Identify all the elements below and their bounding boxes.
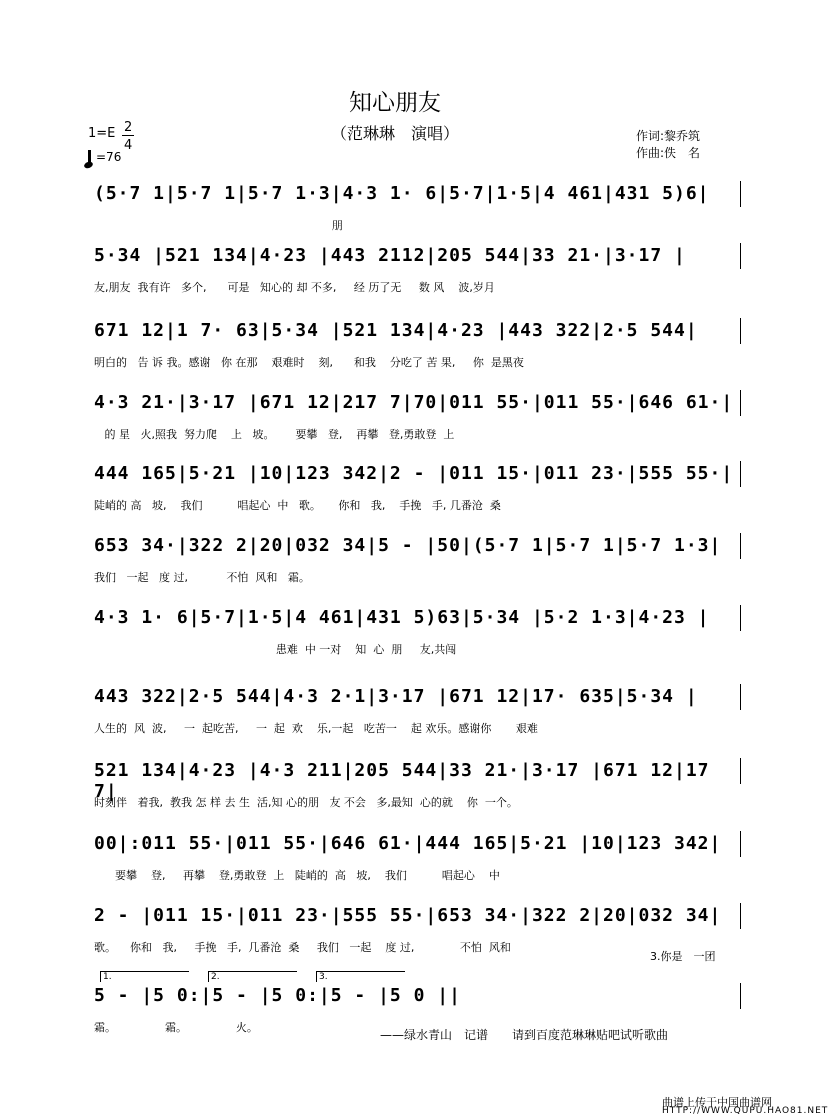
lyrics-row: 朋 [94, 219, 343, 232]
key-signature: 1=E [88, 126, 116, 141]
score-line [94, 183, 740, 253]
lyrics-row: 陡峭的 高 坡, 我们 唱起心 中 歌。 你和 我, 手挽 手, 几番沧 桑 [94, 499, 501, 512]
lyrics-row: 人生的 风 波, 一 起吃苦, 一 起 欢 乐,一起 吃苦一 起 欢乐。感谢你 艰难 [94, 722, 538, 735]
notation-row: 521 134|4·23 |4·3 211|205 544|33 21·|3·17 |671 12|17 7| [94, 760, 710, 802]
lyrics-row: 时刻伴 着我, 教我 怎 样 去 生 活,知 心的朋 友 不会 多,最知 心的就 你 一个。 [94, 796, 518, 809]
barline [740, 983, 741, 1009]
notation-row: (5·7 1|5·7 1|5·7 1·3|4·3 1· 6|5·7|1·5|4 461|431 5)6| [94, 183, 710, 204]
barline [740, 758, 741, 784]
score-line [94, 245, 740, 315]
barline [740, 831, 741, 857]
barline [740, 533, 741, 559]
song-title: 知心朋友 [349, 90, 441, 116]
score-line [94, 535, 740, 605]
volta-bracket: 2. [208, 971, 297, 982]
volta-bracket: 1. [100, 971, 189, 982]
notation-row: 653 34·|322 2|20|032 34|5 - |50|(5·7 1|5·7 1|5·7 1·3| [94, 535, 722, 556]
lyrics-row: 的 星 火,照我 努力爬 上 坡。 要攀 登, 再攀 登,勇敢登 上 [94, 428, 455, 441]
notation-row: 444 165|5·21 |10|123 342|2 - |011 15·|011 23·|555 55·| [94, 463, 734, 484]
lyrics-row: 歌。 你和 我, 手挽 手, 几番沧 桑 我们 一起 度 过, 不怕 风和 [94, 941, 511, 954]
score-line [94, 905, 740, 975]
barline [740, 605, 741, 631]
verse3-note: 3.你是 一团 [650, 950, 716, 963]
barline [740, 461, 741, 487]
score-line [94, 392, 740, 462]
score-line [94, 760, 740, 830]
site-url: HTTP://WWW.QUPU.HAO81.NET [662, 1106, 828, 1116]
barline [740, 390, 741, 416]
notation-row: 443 322|2·5 544|4·3 2·1|3·17 |671 12|17· 635|5·34 | [94, 686, 698, 707]
barline [740, 243, 741, 269]
notation-row: 4·3 21·|3·17 |671 12|217 7|70|011 55·|011 55·|646 61·| [94, 392, 734, 413]
barline [740, 181, 741, 207]
lyrics-row: 要攀 登, 再攀 登,勇敢登 上 陡峭的 高 坡, 我们 唱起心 中 [94, 869, 500, 882]
transcriber-credit: ——绿水青山 记谱 请到百度范琳琳贴吧试听歌曲 [380, 1028, 669, 1042]
barline [740, 684, 741, 710]
score-line [94, 833, 740, 903]
lyrics-row: 患难 中 一对 知 心 朋 友,共闯 [94, 643, 457, 656]
score-line [94, 607, 740, 677]
time-signature-bottom: 4 [124, 138, 133, 153]
lyrics-row: 霜。 霜。 火。 [94, 1021, 258, 1034]
singer-credit: （范琳琳 演唱） [330, 124, 459, 143]
time-signature-bar [122, 135, 134, 136]
lyrics-row: 明白的 告 诉 我。感谢 你 在那 艰难时 刻, 和我 分吃了 苦 果, 你 是黑夜 [94, 356, 524, 369]
quarter-note-icon [88, 150, 96, 164]
lyricist-credit: 作词:黎乔筑 [636, 129, 701, 143]
tempo-value: =76 [96, 150, 122, 164]
volta-bracket: 3. [316, 971, 405, 982]
barline [740, 903, 741, 929]
lyrics-row: 我们 一起 度 过, 不怕 风和 霜。 [94, 571, 310, 584]
notation-row: 4·3 1· 6|5·7|1·5|4 461|431 5)63|5·34 |5·2 1·3|4·23 | [94, 607, 710, 628]
notation-row: 2 - |011 15·|011 23·|555 55·|653 34·|322 2|20|032 34| [94, 905, 722, 926]
score-line [94, 686, 740, 756]
time-signature-top: 2 [124, 120, 133, 135]
notation-row: 5·34 |521 134|4·23 |443 2112|205 544|33 21·|3·17 | [94, 245, 686, 266]
notation-row: 5 - |5 0:|5 - |5 0:|5 - |5 0 || [94, 985, 461, 1006]
barline [740, 318, 741, 344]
score-line [94, 972, 740, 1055]
site-name: 曲谱上传于中国曲谱网 [662, 1096, 772, 1109]
tempo-marking [88, 150, 121, 164]
score-line [94, 463, 740, 533]
composer-credit: 作曲:佚 名 [636, 146, 701, 160]
notation-row: 671 12|1 7· 63|5·34 |521 134|4·23 |443 322|2·5 544| [94, 320, 698, 341]
score-line [94, 320, 740, 390]
lyrics-row: 友,朋友 我有许 多个, 可是 知心的 却 不多, 经 历了无 数 风 波,岁月 [94, 281, 495, 294]
notation-row: 00|:011 55·|011 55·|646 61·|444 165|5·21 |10|123 342| [94, 833, 722, 854]
